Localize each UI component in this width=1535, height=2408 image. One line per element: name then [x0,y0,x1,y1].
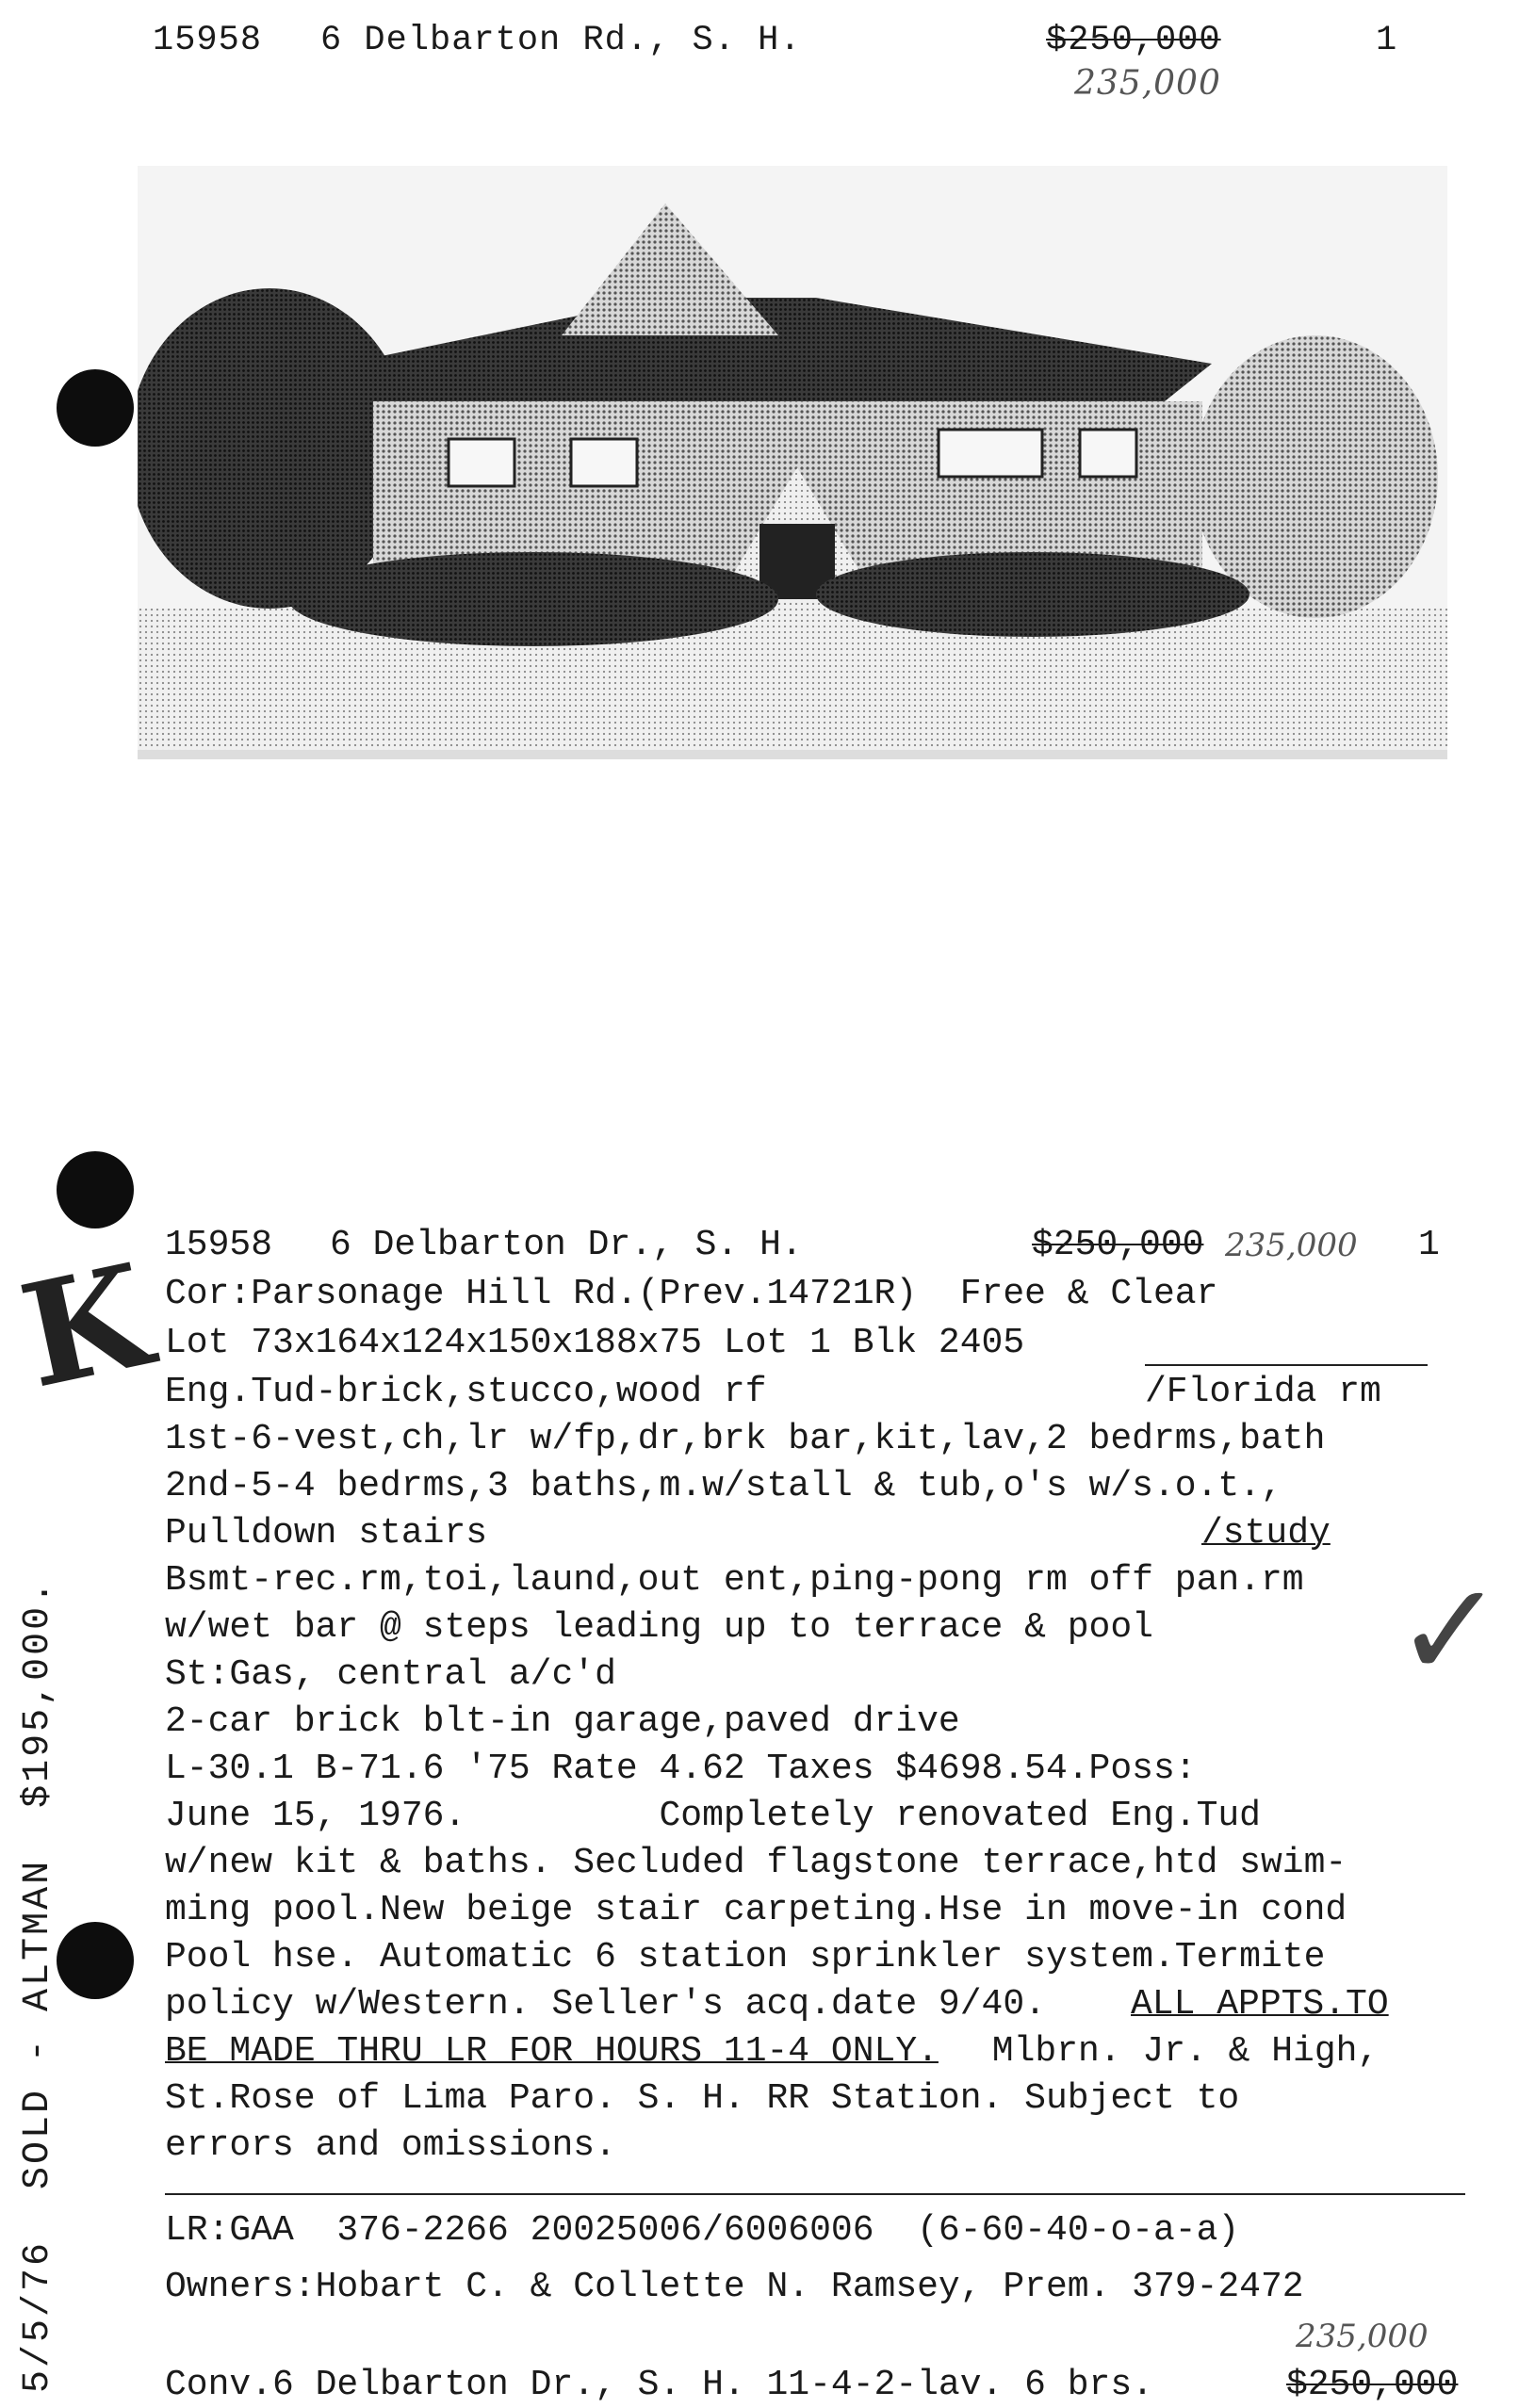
study-insert: /study [1201,1513,1331,1554]
bottom-price-note: 235,000 [1296,2318,1429,2355]
punch-hole [57,1922,134,1999]
listing-line: June 15, 1976. Completely renovated Eng.Tud [165,1796,1261,1836]
listing-header-address: 6 Delbarton Dr., S. H. [330,1225,803,1265]
punch-hole [57,369,134,447]
listing-line: errors and omissions. [165,2125,616,2166]
listing-line: Cor:Parsonage Hill Rd.(Prev.14721R) Free & Clear [165,1274,1218,1314]
listing-revised-price: 235,000 [1225,1227,1358,1264]
listing-line: St.Rose of Lima Paro. S. H. RR Station. Subject to [165,2078,1240,2119]
listing-line: 2nd-5-4 bedrms,3 baths,m.w/stall & tub,o's w/s.o.t., [165,1466,1282,1506]
k-mark: K [8,1232,164,1421]
top-address: 6 Delbarton Rd., S. H. [320,21,802,60]
florida-room-insert: /Florida rm [1145,1372,1381,1412]
listing-line: 1st-6-vest,ch,lr w/fp,dr,brk bar,kit,lav,2 bedrms,bath [165,1419,1326,1459]
listing-line: Pool hse. Automatic 6 station sprinkler system.Termite [165,1937,1326,1977]
appointment-note: ALL APPTS.TO [1131,1984,1389,2025]
conversion-price: $250,000 [1286,2365,1459,2405]
section-divider [165,2193,1465,2195]
top-original-price: $250,000 [1046,21,1221,60]
top-revised-price: 235,000 [1074,64,1221,103]
listing-line: ming pool.New beige stair carpeting.Hse in move-in cond [165,1890,1347,1930]
appointment-note: BE MADE THRU LR FOR HOURS 11-4 ONLY. [165,2031,939,2072]
listing-line: Mlbrn. Jr. & High, [971,2031,1380,2072]
listing-line: w/wet bar @ steps leading up to terrace & pool [165,1607,1153,1648]
listing-realtor-line: LR:GAA 376-2266 20025006/6006006 (6-60-40-o-a-a) [165,2210,1240,2251]
listing-line: St:Gas, central a/c'd [165,1654,616,1695]
top-page-number: 1 [1376,21,1398,60]
house-photo [138,166,1447,759]
conversion-line: Conv.6 Delbarton Dr., S. H. 11-4-2-lav. 6 brs. [165,2365,1153,2405]
listing-line: Lot 73x164x124x150x188x75 Lot 1 Blk 2405 [165,1323,1025,1363]
punch-hole [57,1151,134,1228]
listing-line: policy w/Western. Seller's acq.date 9/40. [165,1984,1046,2025]
listing-line: w/new kit & baths. Secluded flagstone terrace,htd swim- [165,1843,1347,1883]
listing-line: Bsmt-rec.rm,toi,laund,out ent,ping-pong rm off pan.rm [165,1560,1304,1601]
listing-line: L-30.1 B-71.6 '75 Rate 4.62 Taxes $4698.54.Poss: [165,1749,1197,1789]
insert-rule [1145,1364,1428,1366]
sold-note: 5/5/76 SOLD - ALTMAN $195,000. [17,1578,59,2393]
listing-line: Eng.Tud-brick,stucco,wood rf [165,1372,767,1412]
listing-header-number: 15958 [165,1225,273,1265]
listing-line: 2-car brick blt-in garage,paved drive [165,1701,960,1742]
top-listing-number: 15958 [153,21,263,60]
listing-page-number: 1 [1418,1225,1440,1265]
listing-original-price: $250,000 [1032,1225,1204,1265]
owners-line: Owners:Hobart C. & Collette N. Ramsey, Prem. 379-2472 [165,2267,1304,2307]
listing-line: Pulldown stairs [165,1513,488,1554]
check-mark: ✓ [1395,1554,1506,1708]
